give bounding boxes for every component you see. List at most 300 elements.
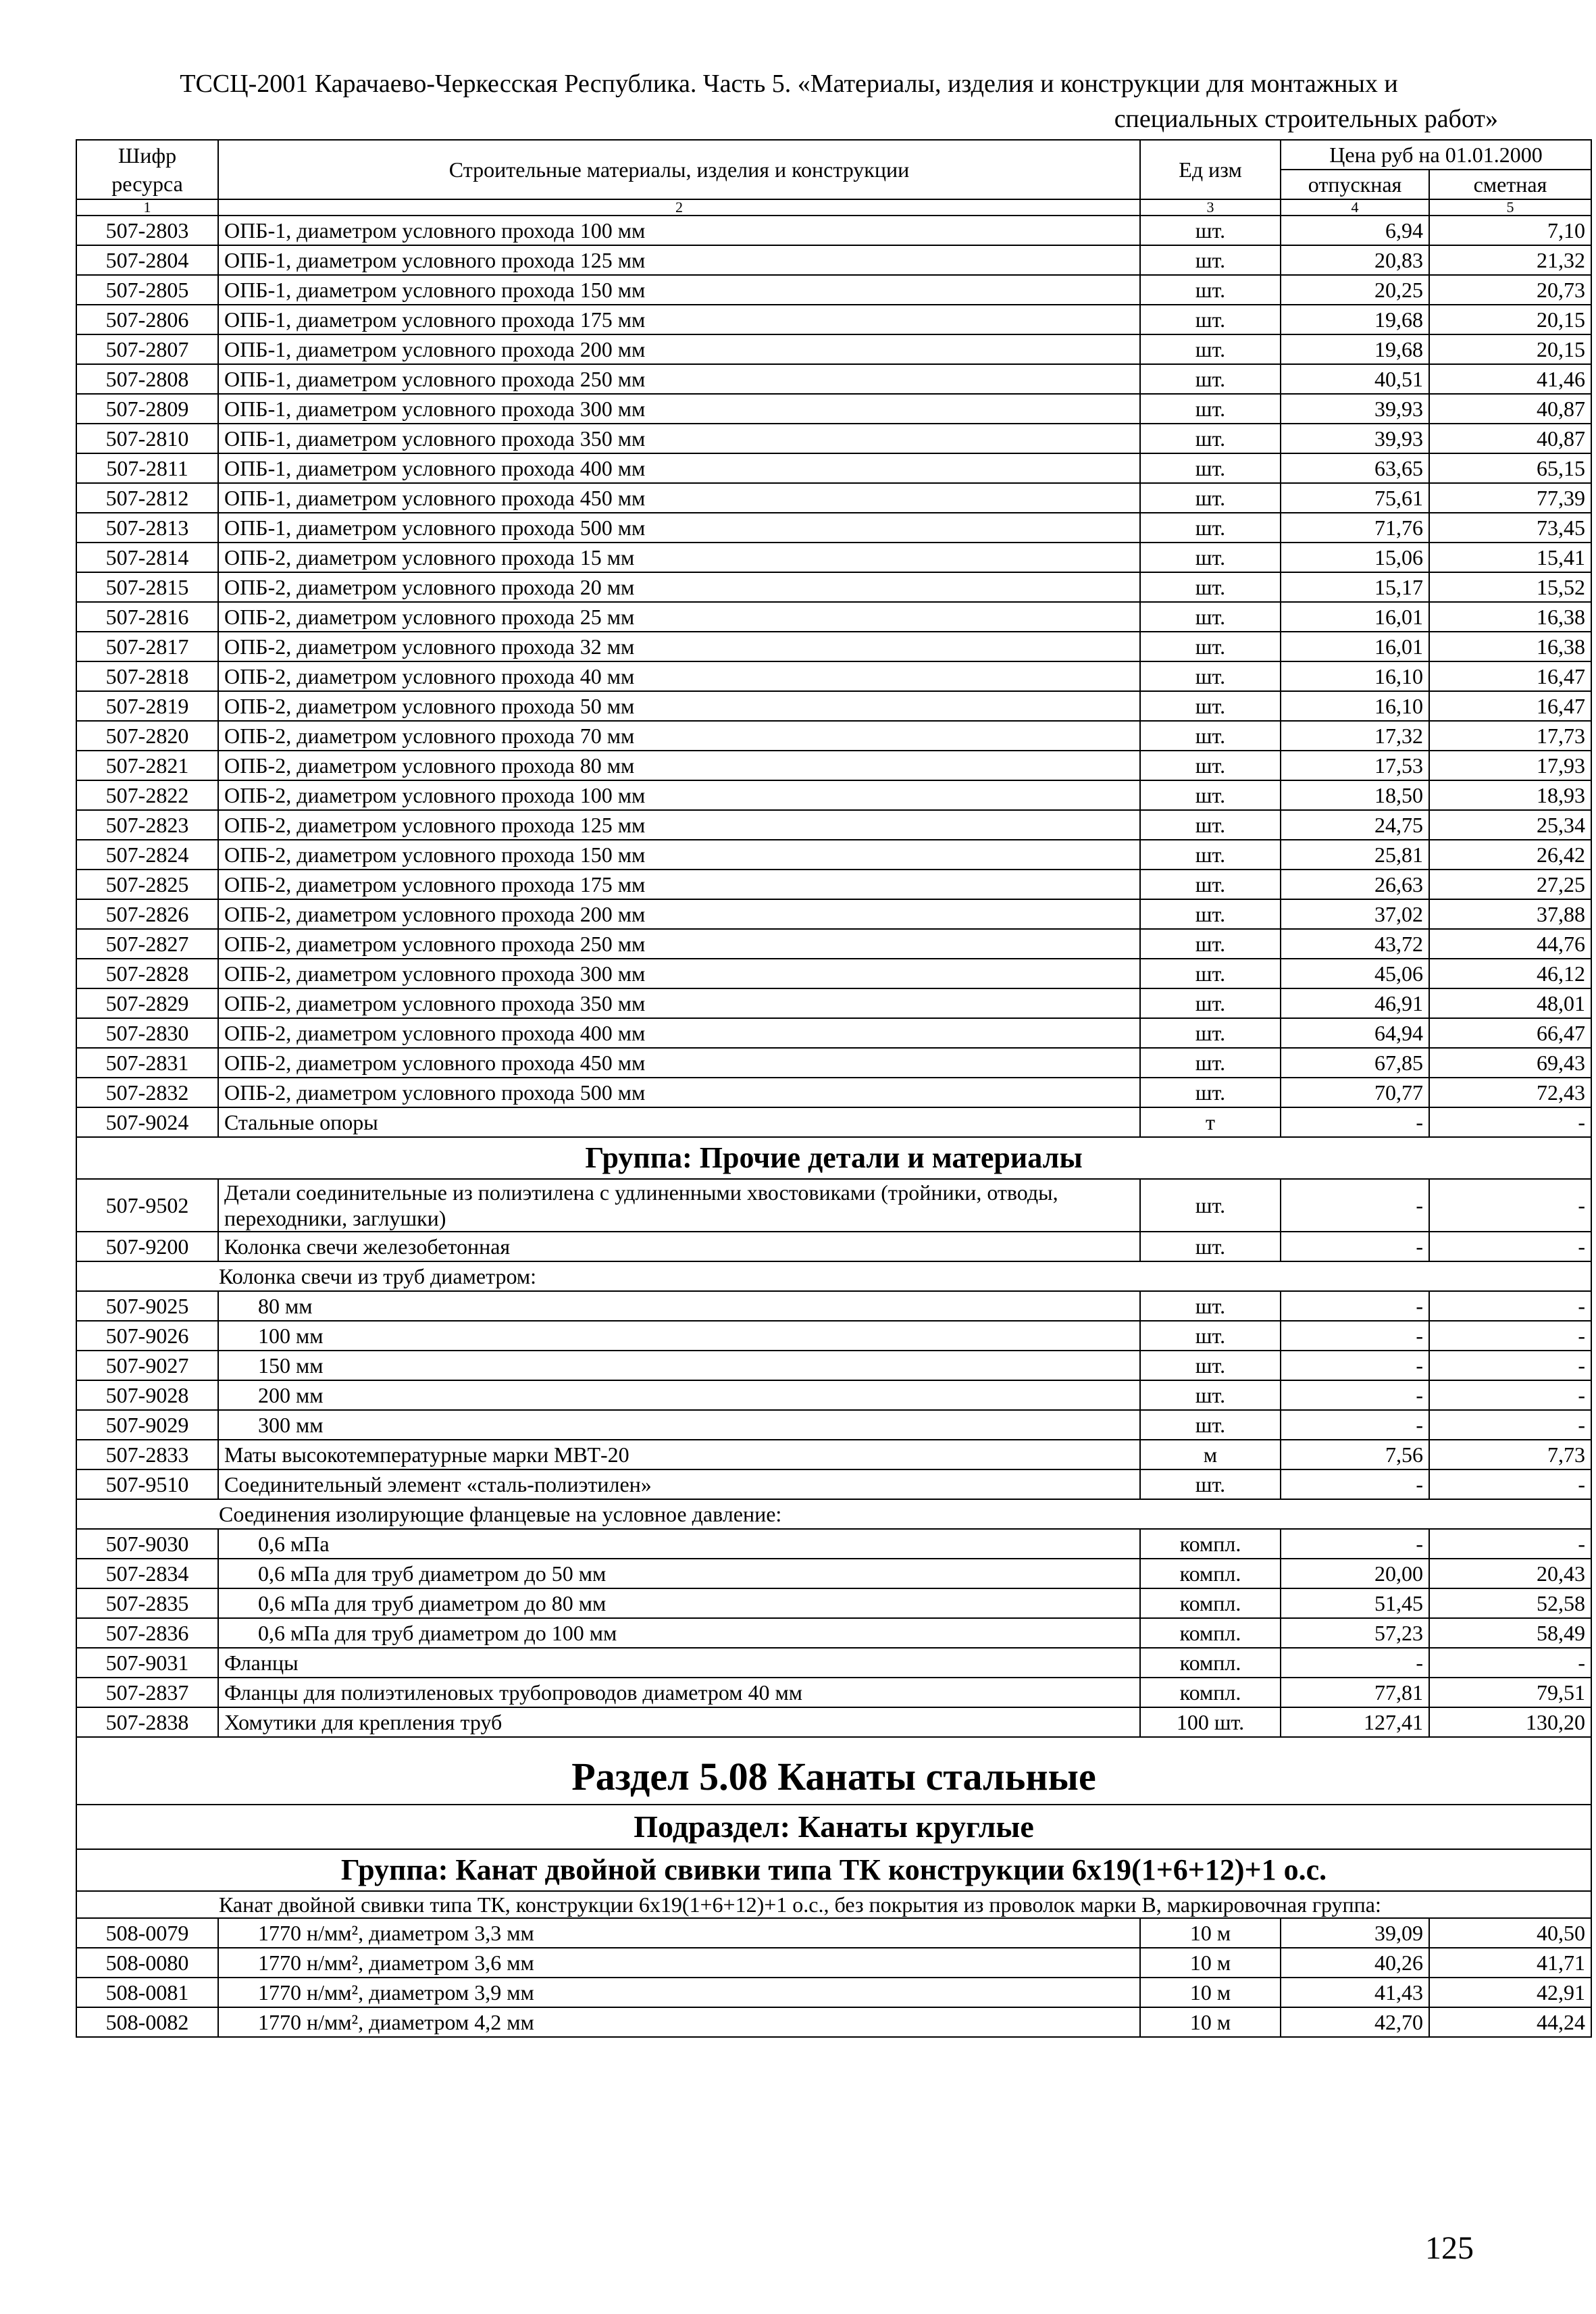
- price-table-body: [76, 216, 1591, 2037]
- cell-name: 1770 н/мм², диаметром 4,2 мм: [218, 2007, 1140, 2037]
- cell-estimate: 66,47: [1429, 1018, 1591, 1048]
- cell-estimate: 26,42: [1429, 840, 1591, 870]
- cell-name: 1770 н/мм², диаметром 3,3 мм: [218, 1918, 1140, 1948]
- cell-name: ОПБ-1, диаметром условного прохода 400 мм: [218, 453, 1140, 483]
- subgroup-label-row: [76, 1261, 1591, 1291]
- cell-estimate: 27,25: [1429, 870, 1591, 899]
- table-row: [76, 1321, 1591, 1351]
- cell-name: ОПБ-2, диаметром условного прохода 20 мм: [218, 572, 1140, 602]
- cell-release: 40,26: [1281, 1948, 1429, 1978]
- cell-release: 20,00: [1281, 1559, 1429, 1588]
- cell-release: 15,17: [1281, 572, 1429, 602]
- cell-code: 507-2836: [76, 1618, 218, 1648]
- subsection-heading-row: [76, 1805, 1591, 1849]
- cell-unit: компл.: [1140, 1648, 1281, 1678]
- cell-name: ОПБ-1, диаметром условного прохода 175 мм: [218, 305, 1140, 334]
- cell-name: ОПБ-1, диаметром условного прохода 125 мм: [218, 245, 1140, 275]
- table-row: [76, 1440, 1591, 1469]
- cell-name: Фланцы: [218, 1648, 1140, 1678]
- cell-code: 507-2832: [76, 1078, 218, 1107]
- group-heading: Группа: Канат двойной свивки типа ТК конструкции 6х19(1+6+12)+1 о.с.: [76, 1849, 1591, 1891]
- column-number: 4: [1281, 199, 1429, 216]
- cell-code: 508-0080: [76, 1948, 218, 1978]
- cell-unit: шт.: [1140, 275, 1281, 305]
- table-row: [76, 1107, 1591, 1137]
- table-row: [76, 1918, 1591, 1948]
- cell-estimate: 42,91: [1429, 1978, 1591, 2007]
- cell-code: 507-2812: [76, 483, 218, 513]
- cell-code: 507-2803: [76, 216, 218, 245]
- cell-name: 200 мм: [218, 1380, 1140, 1410]
- subgroup-label-row: [76, 1499, 1591, 1529]
- cell-code: 507-2816: [76, 602, 218, 632]
- cell-unit: шт.: [1140, 1469, 1281, 1499]
- cell-name: ОПБ-2, диаметром условного прохода 25 мм: [218, 602, 1140, 632]
- cell-name: ОПБ-2, диаметром условного прохода 200 мм: [218, 899, 1140, 929]
- table-row: [76, 1978, 1591, 2007]
- cell-unit: шт.: [1140, 840, 1281, 870]
- table-row: [76, 334, 1591, 364]
- table-row: [76, 691, 1591, 721]
- cell-unit: шт.: [1140, 513, 1281, 543]
- cell-name: 0,6 мПа для труб диаметром до 100 мм: [218, 1618, 1140, 1648]
- cell-release: 19,68: [1281, 334, 1429, 364]
- cell-estimate: 48,01: [1429, 988, 1591, 1018]
- header-code: Шифр ресурса: [76, 140, 218, 199]
- cell-estimate: -: [1429, 1469, 1591, 1499]
- cell-release: 39,93: [1281, 424, 1429, 453]
- cell-code: 507-2827: [76, 929, 218, 959]
- cell-release: 40,51: [1281, 364, 1429, 394]
- cell-code: 508-0081: [76, 1978, 218, 2007]
- cell-unit: шт.: [1140, 216, 1281, 245]
- cell-unit: шт.: [1140, 632, 1281, 661]
- cell-release: 64,94: [1281, 1018, 1429, 1048]
- cell-code: 507-9029: [76, 1410, 218, 1440]
- table-row: [76, 424, 1591, 453]
- cell-unit: шт.: [1140, 572, 1281, 602]
- cell-unit: шт.: [1140, 334, 1281, 364]
- table-row: [76, 1559, 1591, 1588]
- group-heading-row: [76, 1849, 1591, 1891]
- column-number: 5: [1429, 199, 1591, 216]
- cell-code: 507-2820: [76, 721, 218, 751]
- cell-release: 6,94: [1281, 216, 1429, 245]
- cell-unit: шт.: [1140, 1410, 1281, 1440]
- cell-unit: шт.: [1140, 1232, 1281, 1261]
- cell-name: ОПБ-2, диаметром условного прохода 125 мм: [218, 810, 1140, 840]
- cell-release: 15,06: [1281, 543, 1429, 572]
- cell-name: Хомутики для крепления труб: [218, 1707, 1140, 1737]
- table-row: [76, 305, 1591, 334]
- cell-unit: шт.: [1140, 602, 1281, 632]
- cell-unit: шт.: [1140, 394, 1281, 424]
- table-row: [76, 959, 1591, 988]
- cell-unit: 10 м: [1140, 1978, 1281, 2007]
- header-price: Цена руб на 01.01.2000: [1281, 140, 1591, 170]
- cell-estimate: 20,15: [1429, 305, 1591, 334]
- cell-estimate: -: [1429, 1321, 1591, 1351]
- subsection-heading: Подраздел: Канаты круглые: [76, 1805, 1591, 1849]
- cell-estimate: -: [1429, 1529, 1591, 1559]
- cell-estimate: 15,52: [1429, 572, 1591, 602]
- cell-estimate: 20,43: [1429, 1559, 1591, 1588]
- cell-code: 507-2808: [76, 364, 218, 394]
- cell-code: 507-2814: [76, 543, 218, 572]
- cell-unit: шт.: [1140, 959, 1281, 988]
- cell-estimate: 17,93: [1429, 751, 1591, 780]
- cell-name: Колонка свечи железобетонная: [218, 1232, 1140, 1261]
- cell-estimate: 15,41: [1429, 543, 1591, 572]
- cell-release: 37,02: [1281, 899, 1429, 929]
- cell-estimate: -: [1429, 1648, 1591, 1678]
- cell-code: 507-2815: [76, 572, 218, 602]
- cell-release: 51,45: [1281, 1588, 1429, 1618]
- cell-release: 57,23: [1281, 1618, 1429, 1648]
- document-header: [80, 66, 1498, 136]
- cell-code: 507-2804: [76, 245, 218, 275]
- cell-release: -: [1281, 1321, 1429, 1351]
- header-estimate: сметная: [1429, 170, 1591, 199]
- table-row: [76, 988, 1591, 1018]
- cell-name: 300 мм: [218, 1410, 1140, 1440]
- table-row: [76, 1018, 1591, 1048]
- cell-estimate: 40,87: [1429, 394, 1591, 424]
- cell-code: 507-2807: [76, 334, 218, 364]
- subgroup-label: Соединения изолирующие фланцевые на условное давление:: [76, 1499, 1591, 1529]
- cell-code: 507-2810: [76, 424, 218, 453]
- table-row: [76, 216, 1591, 245]
- table-row: [76, 1048, 1591, 1078]
- cell-release: -: [1281, 1380, 1429, 1410]
- cell-estimate: 52,58: [1429, 1588, 1591, 1618]
- cell-code: 507-2805: [76, 275, 218, 305]
- cell-name: ОПБ-2, диаметром условного прохода 175 мм: [218, 870, 1140, 899]
- cell-name: ОПБ-2, диаметром условного прохода 32 мм: [218, 632, 1140, 661]
- table-row: [76, 1707, 1591, 1737]
- cell-estimate: 44,76: [1429, 929, 1591, 959]
- table-row: [76, 1469, 1591, 1499]
- cell-release: 70,77: [1281, 1078, 1429, 1107]
- cell-name: ОПБ-2, диаметром условного прохода 450 мм: [218, 1048, 1140, 1078]
- cell-estimate: 72,43: [1429, 1078, 1591, 1107]
- cell-unit: т: [1140, 1107, 1281, 1137]
- table-row: [76, 572, 1591, 602]
- cell-code: 507-9026: [76, 1321, 218, 1351]
- cell-code: 507-2834: [76, 1559, 218, 1588]
- cell-name: ОПБ-2, диаметром условного прохода 40 мм: [218, 661, 1140, 691]
- group-heading: Группа: Прочие детали и материалы: [76, 1137, 1591, 1179]
- subgroup-label: Колонка свечи из труб диаметром:: [76, 1261, 1591, 1291]
- cell-release: 127,41: [1281, 1707, 1429, 1737]
- header-line-2: специальных строительных работ»: [1114, 105, 1498, 133]
- cell-estimate: 79,51: [1429, 1678, 1591, 1707]
- table-row: [76, 1351, 1591, 1380]
- cell-release: 26,63: [1281, 870, 1429, 899]
- cell-release: 45,06: [1281, 959, 1429, 988]
- cell-name: ОПБ-2, диаметром условного прохода 400 мм: [218, 1018, 1140, 1048]
- header-unit: Ед изм: [1140, 140, 1281, 199]
- cell-code: 507-9027: [76, 1351, 218, 1380]
- cell-code: 507-2824: [76, 840, 218, 870]
- cell-release: -: [1281, 1179, 1429, 1232]
- table-row: [76, 721, 1591, 751]
- cell-unit: шт.: [1140, 424, 1281, 453]
- cell-release: -: [1281, 1107, 1429, 1137]
- cell-unit: шт.: [1140, 988, 1281, 1018]
- cell-estimate: 16,47: [1429, 661, 1591, 691]
- cell-code: 507-2818: [76, 661, 218, 691]
- cell-unit: компл.: [1140, 1559, 1281, 1588]
- cell-code: 507-2829: [76, 988, 218, 1018]
- table-row: [76, 1618, 1591, 1648]
- cell-code: 507-9025: [76, 1291, 218, 1321]
- cell-unit: компл.: [1140, 1588, 1281, 1618]
- cell-release: 42,70: [1281, 2007, 1429, 2037]
- column-number: 1: [76, 199, 218, 216]
- cell-code: 507-2822: [76, 780, 218, 810]
- cell-name: 1770 н/мм², диаметром 3,6 мм: [218, 1948, 1140, 1978]
- cell-unit: шт.: [1140, 751, 1281, 780]
- cell-unit: шт.: [1140, 870, 1281, 899]
- cell-name: ОПБ-2, диаметром условного прохода 15 мм: [218, 543, 1140, 572]
- cell-code: 507-2823: [76, 810, 218, 840]
- cell-name: Стальные опоры: [218, 1107, 1140, 1137]
- cell-unit: шт.: [1140, 245, 1281, 275]
- cell-code: 507-2821: [76, 751, 218, 780]
- cell-name: Детали соединительные из полиэтилена с удлиненными хвостовиками (тройники, отводы, переходники, заглушки): [218, 1179, 1140, 1232]
- table-row: [76, 602, 1591, 632]
- table-row: [76, 840, 1591, 870]
- cell-code: 507-2830: [76, 1018, 218, 1048]
- cell-code: 507-2819: [76, 691, 218, 721]
- table-row: [76, 661, 1591, 691]
- cell-code: 507-2817: [76, 632, 218, 661]
- table-row: [76, 929, 1591, 959]
- cell-name: ОПБ-1, диаметром условного прохода 500 мм: [218, 513, 1140, 543]
- cell-unit: шт.: [1140, 483, 1281, 513]
- cell-estimate: 17,73: [1429, 721, 1591, 751]
- cell-code: 507-2835: [76, 1588, 218, 1618]
- cell-unit: шт.: [1140, 691, 1281, 721]
- cell-release: 77,81: [1281, 1678, 1429, 1707]
- cell-estimate: 20,73: [1429, 275, 1591, 305]
- cell-release: -: [1281, 1648, 1429, 1678]
- cell-name: Маты высокотемпературные марки МВТ-20: [218, 1440, 1140, 1469]
- cell-estimate: 7,73: [1429, 1440, 1591, 1469]
- header-line-1: ТССЦ-2001 Карачаево-Черкесская Республика. Часть 5. «Материалы, изделия и конструкции для монтажных и: [180, 70, 1398, 98]
- cell-unit: шт.: [1140, 1291, 1281, 1321]
- cell-release: 46,91: [1281, 988, 1429, 1018]
- cell-name: 0,6 мПа: [218, 1529, 1140, 1559]
- cell-name: ОПБ-2, диаметром условного прохода 100 мм: [218, 780, 1140, 810]
- cell-unit: компл.: [1140, 1529, 1281, 1559]
- cell-unit: шт.: [1140, 810, 1281, 840]
- cell-unit: 10 м: [1140, 1918, 1281, 1948]
- cell-unit: шт.: [1140, 453, 1281, 483]
- cell-unit: 10 м: [1140, 1948, 1281, 1978]
- cell-release: 39,93: [1281, 394, 1429, 424]
- cell-unit: шт.: [1140, 1351, 1281, 1380]
- price-table: [76, 139, 1592, 2038]
- table-row: [76, 483, 1591, 513]
- cell-name: ОПБ-1, диаметром условного прохода 350 мм: [218, 424, 1140, 453]
- table-row: [76, 810, 1591, 840]
- cell-code: 507-2813: [76, 513, 218, 543]
- cell-name: Соединительный элемент «сталь-полиэтилен»: [218, 1469, 1140, 1499]
- cell-release: 67,85: [1281, 1048, 1429, 1078]
- cell-estimate: 41,46: [1429, 364, 1591, 394]
- cell-unit: шт.: [1140, 1380, 1281, 1410]
- cell-release: 16,10: [1281, 691, 1429, 721]
- cell-release: -: [1281, 1469, 1429, 1499]
- cell-code: 507-9510: [76, 1469, 218, 1499]
- cell-estimate: -: [1429, 1107, 1591, 1137]
- table-row: [76, 1588, 1591, 1618]
- cell-name: ОПБ-1, диаметром условного прохода 100 мм: [218, 216, 1140, 245]
- cell-unit: 100 шт.: [1140, 1707, 1281, 1737]
- cell-release: -: [1281, 1351, 1429, 1380]
- cell-release: 63,65: [1281, 453, 1429, 483]
- cell-name: ОПБ-1, диаметром условного прохода 250 мм: [218, 364, 1140, 394]
- cell-release: -: [1281, 1410, 1429, 1440]
- cell-code: 507-2825: [76, 870, 218, 899]
- cell-unit: шт.: [1140, 929, 1281, 959]
- cell-code: 507-9030: [76, 1529, 218, 1559]
- cell-estimate: 44,24: [1429, 2007, 1591, 2037]
- cell-name: 100 мм: [218, 1321, 1140, 1351]
- cell-unit: шт.: [1140, 305, 1281, 334]
- cell-name: 0,6 мПа для труб диаметром до 80 мм: [218, 1588, 1140, 1618]
- cell-estimate: 16,38: [1429, 602, 1591, 632]
- cell-release: 17,53: [1281, 751, 1429, 780]
- cell-estimate: 16,38: [1429, 632, 1591, 661]
- cell-estimate: 37,88: [1429, 899, 1591, 929]
- group-heading-row: [76, 1137, 1591, 1179]
- cell-estimate: 18,93: [1429, 780, 1591, 810]
- cell-unit: шт.: [1140, 1018, 1281, 1048]
- cell-release: 19,68: [1281, 305, 1429, 334]
- cell-estimate: 73,45: [1429, 513, 1591, 543]
- cell-estimate: 16,47: [1429, 691, 1591, 721]
- cell-estimate: -: [1429, 1232, 1591, 1261]
- cell-name: Фланцы для полиэтиленовых трубопроводов диаметром 40 мм: [218, 1678, 1140, 1707]
- cell-name: ОПБ-2, диаметром условного прохода 80 мм: [218, 751, 1140, 780]
- header-release: отпускная: [1281, 170, 1429, 199]
- table-row: [76, 1078, 1591, 1107]
- column-numbers-row: [76, 199, 1591, 216]
- subgroup-label-row: [76, 1891, 1591, 1918]
- table-row: [76, 870, 1591, 899]
- cell-estimate: -: [1429, 1351, 1591, 1380]
- cell-code: 508-0082: [76, 2007, 218, 2037]
- cell-name: ОПБ-2, диаметром условного прохода 150 мм: [218, 840, 1140, 870]
- cell-release: -: [1281, 1232, 1429, 1261]
- cell-unit: шт.: [1140, 780, 1281, 810]
- cell-release: 17,32: [1281, 721, 1429, 751]
- cell-estimate: 20,15: [1429, 334, 1591, 364]
- cell-name: ОПБ-2, диаметром условного прохода 500 мм: [218, 1078, 1140, 1107]
- cell-release: 7,56: [1281, 1440, 1429, 1469]
- cell-unit: шт.: [1140, 543, 1281, 572]
- cell-release: -: [1281, 1291, 1429, 1321]
- table-row: [76, 1948, 1591, 1978]
- cell-release: 43,72: [1281, 929, 1429, 959]
- cell-estimate: 21,32: [1429, 245, 1591, 275]
- cell-estimate: 58,49: [1429, 1618, 1591, 1648]
- cell-unit: шт.: [1140, 721, 1281, 751]
- cell-name: ОПБ-2, диаметром условного прохода 70 мм: [218, 721, 1140, 751]
- column-number: 2: [218, 199, 1140, 216]
- table-row: [76, 780, 1591, 810]
- cell-code: 507-2833: [76, 1440, 218, 1469]
- cell-code: 507-9028: [76, 1380, 218, 1410]
- cell-code: 507-2831: [76, 1048, 218, 1078]
- cell-estimate: 46,12: [1429, 959, 1591, 988]
- section-heading-row: [76, 1737, 1591, 1805]
- cell-release: 41,43: [1281, 1978, 1429, 2007]
- cell-code: 507-2811: [76, 453, 218, 483]
- cell-estimate: 65,15: [1429, 453, 1591, 483]
- cell-unit: шт.: [1140, 1321, 1281, 1351]
- cell-release: 39,09: [1281, 1918, 1429, 1948]
- cell-release: 16,10: [1281, 661, 1429, 691]
- table-row: [76, 2007, 1591, 2037]
- cell-code: 507-9031: [76, 1648, 218, 1678]
- table-row: [76, 513, 1591, 543]
- table-row: [76, 1380, 1591, 1410]
- cell-unit: шт.: [1140, 1078, 1281, 1107]
- cell-release: 16,01: [1281, 632, 1429, 661]
- cell-estimate: -: [1429, 1410, 1591, 1440]
- cell-code: 507-2828: [76, 959, 218, 988]
- cell-code: 507-9200: [76, 1232, 218, 1261]
- cell-name: ОПБ-2, диаметром условного прохода 50 мм: [218, 691, 1140, 721]
- cell-release: 20,25: [1281, 275, 1429, 305]
- cell-release: 75,61: [1281, 483, 1429, 513]
- cell-code: 507-2809: [76, 394, 218, 424]
- cell-name: ОПБ-2, диаметром условного прохода 250 мм: [218, 929, 1140, 959]
- cell-name: 150 мм: [218, 1351, 1140, 1380]
- table-row: [76, 1232, 1591, 1261]
- table-row: [76, 1529, 1591, 1559]
- table-row: [76, 1678, 1591, 1707]
- cell-name: ОПБ-1, диаметром условного прохода 200 мм: [218, 334, 1140, 364]
- header-name: Строительные материалы, изделия и конструкции: [218, 140, 1140, 199]
- cell-code: 507-2837: [76, 1678, 218, 1707]
- table-row: [76, 1410, 1591, 1440]
- cell-estimate: 40,87: [1429, 424, 1591, 453]
- cell-estimate: 130,20: [1429, 1707, 1591, 1737]
- cell-unit: компл.: [1140, 1678, 1281, 1707]
- cell-code: 507-9024: [76, 1107, 218, 1137]
- cell-code: 507-9502: [76, 1179, 218, 1232]
- subgroup-label: Канат двойной свивки типа ТК, конструкции 6х19(1+6+12)+1 о.с., без покрытия из проволок марки В, маркировочная группа:: [76, 1891, 1591, 1918]
- cell-name: ОПБ-2, диаметром условного прохода 300 мм: [218, 959, 1140, 988]
- cell-estimate: 7,10: [1429, 216, 1591, 245]
- cell-unit: шт.: [1140, 1179, 1281, 1232]
- table-row: [76, 899, 1591, 929]
- cell-estimate: 77,39: [1429, 483, 1591, 513]
- cell-unit: м: [1140, 1440, 1281, 1469]
- table-row: [76, 1648, 1591, 1678]
- table-row: [76, 275, 1591, 305]
- cell-name: 1770 н/мм², диаметром 3,9 мм: [218, 1978, 1140, 2007]
- table-row: [76, 1179, 1591, 1232]
- table-row: [76, 632, 1591, 661]
- cell-release: -: [1281, 1529, 1429, 1559]
- table-row: [76, 751, 1591, 780]
